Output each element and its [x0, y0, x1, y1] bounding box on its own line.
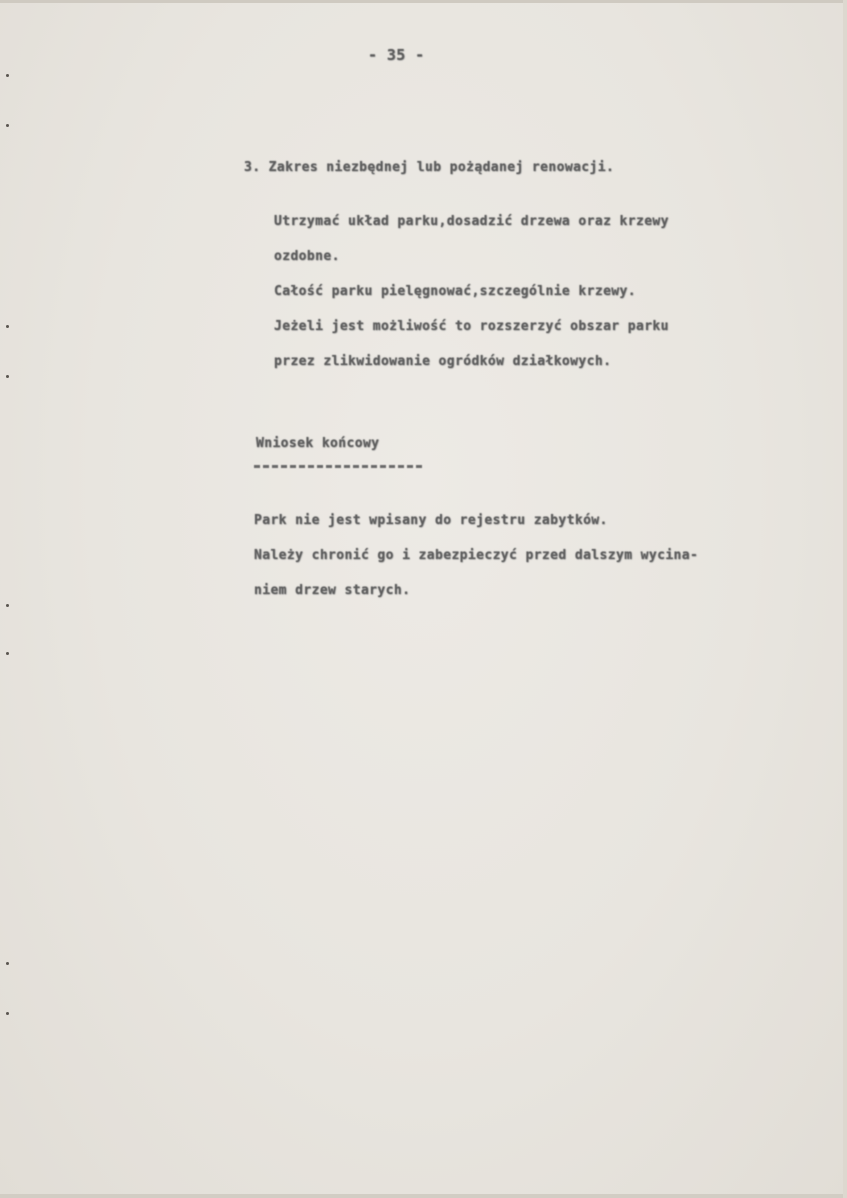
binding-hole-dot [6, 325, 9, 328]
page-edge-top [0, 0, 847, 3]
renovation-text-line: Utrzymać układ parku,dosadzić drzewa oraz krzewy [274, 214, 669, 229]
page-edge-bottom [0, 1194, 847, 1198]
section-heading-closing: Wniosek końcowy [256, 436, 380, 451]
binding-hole-dot [6, 604, 9, 607]
page-number: - 35 - [368, 46, 425, 64]
section-heading-renovation: 3. Zakres niezbędnej lub pożądanej renowacji. [244, 160, 615, 175]
renovation-text-line: przez zlikwidowanie ogródków działkowych. [274, 354, 612, 369]
binding-hole-dot [6, 652, 9, 655]
binding-hole-dot [6, 962, 9, 965]
closing-text-line: niem drzew starych. [254, 583, 411, 598]
binding-hole-dot [6, 74, 9, 77]
renovation-text-line: Jeżeli jest możliwość to rozszerzyć obszar parku [274, 319, 669, 334]
binding-hole-dot [6, 375, 9, 378]
heading-underline [254, 465, 422, 468]
renovation-text-line: Całość parku pielęgnować,szczególnie krzewy. [274, 284, 636, 299]
binding-hole-dot [6, 124, 9, 127]
closing-text-line: Należy chronić go i zabezpieczyć przed dalszym wycina- [254, 548, 699, 563]
closing-text-line: Park nie jest wpisany do rejestru zabytków. [254, 513, 608, 528]
renovation-text-line: ozdobne. [274, 249, 340, 264]
binding-hole-dot [6, 1012, 9, 1015]
page-edge-right [843, 0, 847, 1198]
